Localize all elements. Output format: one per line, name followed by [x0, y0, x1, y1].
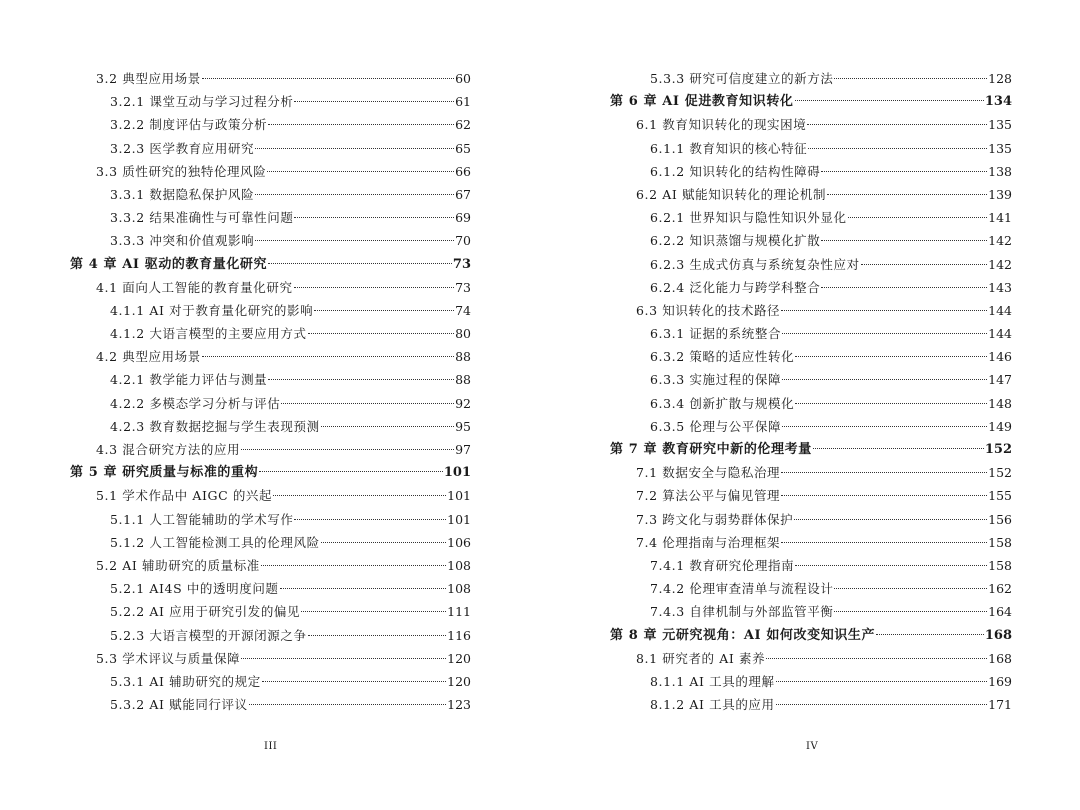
toc-entry-title: 6.3.5 伦理与公平保障 — [650, 418, 782, 434]
toc-entry — [70, 137, 471, 160]
dot-leader — [813, 448, 984, 449]
toc-entry-title: 8.1 研究者的 AI 素养 — [636, 650, 766, 666]
dot-leader — [241, 658, 446, 659]
toc-entry-title: 5.3 学术评议与质量保障 — [96, 650, 241, 666]
toc-entry-page: 120 — [447, 673, 471, 689]
toc-entry-page: 152 — [984, 442, 1012, 457]
toc-entry — [70, 206, 471, 229]
toc-list-left — [70, 67, 471, 716]
dot-leader — [281, 403, 454, 404]
toc-entry-page: 135 — [988, 117, 1012, 133]
dot-leader — [782, 379, 987, 380]
dot-leader — [294, 287, 455, 288]
dot-leader — [781, 495, 987, 496]
toc-entry-title: 4.2 典型应用场景 — [96, 349, 201, 365]
toc-entry-page: 101 — [447, 511, 471, 527]
dot-leader — [776, 704, 988, 705]
toc-chapter-entry — [610, 438, 1012, 461]
dot-leader — [314, 310, 454, 311]
dot-leader — [301, 611, 446, 612]
toc-list-right — [610, 67, 1012, 716]
toc-entry-title: 6.3 知识转化的技术路径 — [636, 302, 781, 318]
toc-entry-page: 147 — [988, 372, 1012, 388]
toc-entry — [70, 647, 471, 670]
toc-entry — [70, 508, 471, 531]
toc-entry-title: 第 6 章 AI 促进教育知识转化 — [610, 94, 794, 110]
toc-entry-title: 3.2.2 制度评估与政策分析 — [110, 117, 268, 133]
dot-leader — [795, 403, 987, 404]
toc-entry — [610, 206, 1012, 229]
toc-entry-page: 73 — [455, 279, 471, 295]
toc-entry — [70, 484, 471, 507]
toc-entry — [610, 368, 1012, 391]
toc-entry-page: 108 — [447, 557, 471, 573]
toc-entry — [70, 554, 471, 577]
page-number: III — [264, 741, 278, 752]
toc-entry-page: 60 — [455, 71, 471, 86]
toc-entry-title: 3.3.2 结果准确性与可靠性问题 — [110, 210, 294, 226]
toc-entry — [70, 113, 471, 136]
toc-entry-title: 5.1.2 人工智能检测工具的伦理风险 — [110, 534, 320, 550]
toc-entry — [610, 461, 1012, 484]
toc-entry-title: 6.2.3 生成式仿真与系统复杂性应对 — [650, 256, 860, 272]
toc-entry-title: 5.2.1 AI4S 中的透明度问题 — [110, 581, 279, 597]
toc-entry-page: 116 — [447, 627, 471, 643]
toc-entry-page: 168 — [984, 627, 1012, 643]
toc-entry-page: 92 — [455, 395, 471, 411]
toc-entry — [610, 392, 1012, 415]
toc-entry-title: 6.1.1 教育知识的核心特征 — [650, 140, 808, 156]
toc-entry-page: 143 — [988, 279, 1012, 295]
toc-entry-title: 4.2.1 教学能力评估与测量 — [110, 372, 268, 388]
dot-leader — [202, 78, 454, 79]
toc-entry-title: 6.1.2 知识转化的结构性障碍 — [650, 163, 821, 179]
toc-entry-title: 4.1.2 大语言模型的主要应用方式 — [110, 326, 307, 342]
toc-entry-title: 6.2.4 泛化能力与跨学科整合 — [650, 279, 821, 295]
toc-entry-page: 142 — [988, 256, 1012, 272]
toc-entry-page: 65 — [455, 140, 471, 156]
toc-entry — [70, 600, 471, 623]
toc-entry — [610, 600, 1012, 623]
toc-entry-title: 6.2 AI 赋能知识转化的理论机制 — [636, 186, 827, 202]
toc-entry-title: 第 8 章 元研究视角：AI 如何改变知识生产 — [610, 627, 876, 643]
dot-leader — [827, 194, 987, 195]
toc-entry-title: 4.1.1 AI 对于教育量化研究的影响 — [110, 302, 314, 318]
toc-entry-page: 146 — [988, 349, 1012, 365]
dot-leader — [821, 240, 987, 241]
toc-entry-page: 97 — [455, 442, 471, 457]
toc-entry — [610, 183, 1012, 206]
toc-entry-title: 7.2 算法公平与偏见管理 — [636, 488, 781, 504]
dot-leader — [202, 356, 454, 357]
dot-leader — [294, 217, 454, 218]
toc-entry-page: 62 — [455, 117, 471, 133]
toc-entry-page: 158 — [988, 557, 1012, 573]
toc-entry-page: 168 — [988, 650, 1012, 666]
dot-leader — [821, 287, 987, 288]
toc-entry-title: 5.1.1 人工智能辅助的学术写作 — [110, 511, 294, 527]
toc-entry — [610, 322, 1012, 345]
dot-leader — [782, 333, 987, 334]
toc-entry-page: 162 — [988, 581, 1012, 597]
toc-entry — [70, 299, 471, 322]
dot-leader — [781, 542, 987, 543]
toc-entry — [610, 137, 1012, 160]
toc-entry-page: 149 — [988, 418, 1012, 434]
dot-leader — [268, 124, 454, 125]
toc-entry-title: 5.1 学术作品中 AIGC 的兴起 — [96, 488, 273, 504]
toc-entry-page: 158 — [988, 534, 1012, 550]
dot-leader — [781, 310, 987, 311]
toc-entry — [70, 415, 471, 438]
toc-entry — [610, 531, 1012, 554]
toc-entry-page: 138 — [988, 163, 1012, 179]
toc-entry-title: 7.4.2 伦理审查清单与流程设计 — [650, 581, 834, 597]
dot-leader — [795, 356, 987, 357]
toc-entry-page: 171 — [988, 697, 1012, 713]
toc-entry-page: 144 — [988, 302, 1012, 318]
toc-entry-page: 144 — [988, 326, 1012, 342]
toc-entry — [610, 113, 1012, 136]
toc-entry — [610, 67, 1012, 90]
toc-entry-page: 141 — [988, 210, 1012, 226]
dot-leader — [834, 588, 987, 589]
toc-entry-page: 128 — [988, 71, 1012, 86]
dot-leader — [267, 171, 454, 172]
toc-entry — [70, 531, 471, 554]
toc-entry-title: 第 4 章 AI 驱动的教育量化研究 — [70, 256, 268, 272]
toc-entry — [70, 90, 471, 113]
toc-entry — [70, 438, 471, 461]
toc-entry-title: 7.4.3 自律机制与外部监管平衡 — [650, 604, 834, 620]
toc-entry — [610, 554, 1012, 577]
toc-entry — [70, 693, 471, 716]
toc-entry — [610, 276, 1012, 299]
toc-entry — [70, 577, 471, 600]
toc-entry-page: 67 — [455, 186, 471, 202]
dot-leader — [255, 194, 454, 195]
toc-entry-page: 101 — [447, 488, 471, 504]
dot-leader — [255, 148, 454, 149]
dot-leader — [821, 171, 987, 172]
toc-entry-title: 第 5 章 研究质量与标准的重构 — [70, 465, 259, 481]
toc-entry-page: 101 — [443, 465, 471, 481]
toc-entry-title: 6.2.1 世界知识与隐性知识外显化 — [650, 210, 847, 226]
toc-entry-title: 3.2.3 医学教育应用研究 — [110, 140, 255, 156]
toc-entry-page: 155 — [988, 488, 1012, 504]
toc-entry — [610, 253, 1012, 276]
toc-entry — [610, 345, 1012, 368]
toc-entry-page: 74 — [455, 302, 471, 318]
toc-entry — [610, 508, 1012, 531]
toc-entry — [610, 647, 1012, 670]
dot-leader — [776, 681, 988, 682]
toc-entry-page: 152 — [988, 465, 1012, 481]
toc-entry — [70, 368, 471, 391]
toc-entry — [610, 229, 1012, 252]
toc-entry — [70, 183, 471, 206]
toc-entry — [610, 484, 1012, 507]
toc-entry-title: 4.2.3 教育数据挖掘与学生表现预测 — [110, 418, 320, 434]
toc-entry-page: 123 — [447, 697, 471, 713]
dot-leader — [794, 519, 987, 520]
toc-entry-title: 6.3.4 创新扩散与规模化 — [650, 395, 795, 411]
toc-entry-title: 6.3.1 证据的系统整合 — [650, 326, 782, 342]
toc-entry — [70, 229, 471, 252]
toc-entry — [610, 693, 1012, 716]
toc-entry-title: 5.3.1 AI 辅助研究的规定 — [110, 673, 261, 689]
dot-leader — [781, 472, 987, 473]
toc-entry-title: 5.3.2 AI 赋能同行评议 — [110, 697, 248, 713]
toc-entry-page: 169 — [988, 673, 1012, 689]
toc-entry — [70, 624, 471, 647]
toc-entry-title: 5.2.3 大语言模型的开源闭源之争 — [110, 627, 307, 643]
toc-entry-title: 6.2.2 知识蒸馏与规模化扩散 — [650, 233, 821, 249]
toc-entry-title: 3.3 质性研究的独特伦理风险 — [96, 163, 267, 179]
toc-entry-page: 120 — [447, 650, 471, 666]
toc-entry — [610, 160, 1012, 183]
toc-entry-page: 80 — [455, 326, 471, 342]
toc-entry-page: 134 — [984, 94, 1012, 110]
dot-leader — [249, 704, 446, 705]
toc-entry-page: 139 — [988, 186, 1012, 202]
toc-entry — [70, 345, 471, 368]
toc-entry-page: 135 — [988, 140, 1012, 156]
toc-entry — [70, 670, 471, 693]
dot-leader — [808, 148, 987, 149]
toc-entry-page: 88 — [455, 372, 471, 388]
dot-leader — [308, 635, 447, 636]
toc-entry-page: 66 — [455, 163, 471, 179]
dot-leader — [261, 565, 446, 566]
page-number: IV — [806, 741, 819, 752]
dot-leader — [795, 100, 984, 101]
toc-entry-title: 3.2 典型应用场景 — [96, 71, 201, 86]
dot-leader — [241, 449, 454, 450]
toc-entry — [610, 299, 1012, 322]
toc-entry-title: 6.3.2 策略的适应性转化 — [650, 349, 795, 365]
toc-entry-page: 88 — [455, 349, 471, 365]
toc-entry-page: 142 — [988, 233, 1012, 249]
dot-leader — [280, 588, 447, 589]
toc-entry-title: 8.1.1 AI 工具的理解 — [650, 673, 775, 689]
toc-entry-page: 111 — [447, 604, 471, 620]
toc-entry — [70, 392, 471, 415]
toc-entry-page: 61 — [455, 94, 471, 110]
toc-entry — [610, 577, 1012, 600]
toc-entry-page: 73 — [452, 256, 471, 272]
dot-leader — [876, 634, 984, 635]
dot-leader — [273, 495, 446, 496]
toc-entry-page: 108 — [447, 581, 471, 597]
dot-leader — [782, 426, 987, 427]
toc-entry-page: 95 — [455, 418, 471, 434]
dot-leader — [321, 542, 446, 543]
toc-entry-page: 70 — [455, 233, 471, 249]
toc-chapter-entry — [610, 624, 1012, 647]
toc-entry — [610, 670, 1012, 693]
toc-entry — [610, 415, 1012, 438]
toc-entry — [70, 322, 471, 345]
dot-leader — [848, 217, 988, 218]
dot-leader — [807, 124, 987, 125]
toc-entry-title: 5.3.3 研究可信度建立的新方法 — [650, 71, 834, 86]
dot-leader — [268, 263, 452, 264]
toc-entry-title: 7.1 数据安全与隐私治理 — [636, 465, 781, 481]
toc-entry-title: 3.2.1 课堂互动与学习过程分析 — [110, 94, 294, 110]
toc-entry — [70, 276, 471, 299]
right-page — [540, 0, 1080, 810]
toc-entry-title: 3.3.1 数据隐私保护风险 — [110, 186, 255, 202]
toc-entry-title: 5.2.2 AI 应用于研究引发的偏见 — [110, 604, 301, 620]
toc-entry-title: 8.1.2 AI 工具的应用 — [650, 697, 775, 713]
toc-chapter-entry — [70, 253, 471, 276]
toc-entry-title: 4.3 混合研究方法的应用 — [96, 442, 241, 457]
toc-entry-title: 7.3 跨文化与弱势群体保护 — [636, 511, 794, 527]
dot-leader — [308, 333, 455, 334]
toc-entry-title: 7.4 伦理指南与治理框架 — [636, 534, 781, 550]
dot-leader — [259, 471, 443, 472]
dot-leader — [268, 379, 454, 380]
toc-entry — [70, 67, 471, 90]
toc-entry-page: 106 — [447, 534, 471, 550]
toc-entry-title: 4.2.2 多模态学习分析与评估 — [110, 395, 281, 411]
dot-leader — [255, 240, 454, 241]
dot-leader — [321, 426, 454, 427]
dot-leader — [834, 611, 987, 612]
toc-entry-title: 5.2 AI 辅助研究的质量标准 — [96, 557, 260, 573]
toc-entry-title: 6.1 教育知识转化的现实困境 — [636, 117, 807, 133]
dot-leader — [294, 101, 454, 102]
toc-entry-page: 69 — [455, 210, 471, 226]
toc-entry-page: 148 — [988, 395, 1012, 411]
toc-chapter-entry — [70, 461, 471, 484]
toc-chapter-entry — [610, 90, 1012, 113]
toc-entry-page: 164 — [988, 604, 1012, 620]
dot-leader — [795, 565, 987, 566]
toc-entry — [70, 160, 471, 183]
toc-entry-title: 6.3.3 实施过程的保障 — [650, 372, 782, 388]
dot-leader — [834, 78, 987, 79]
toc-entry-title: 第 7 章 教育研究中新的伦理考量 — [610, 442, 812, 457]
dot-leader — [262, 681, 446, 682]
toc-entry-title: 3.3.3 冲突和价值观影响 — [110, 233, 255, 249]
dot-leader — [861, 264, 987, 265]
toc-entry-title: 7.4.1 教育研究伦理指南 — [650, 557, 795, 573]
toc-entry-page: 156 — [988, 511, 1012, 527]
dot-leader — [294, 519, 446, 520]
dot-leader — [766, 658, 987, 659]
toc-entry-title: 4.1 面向人工智能的教育量化研究 — [96, 279, 293, 295]
